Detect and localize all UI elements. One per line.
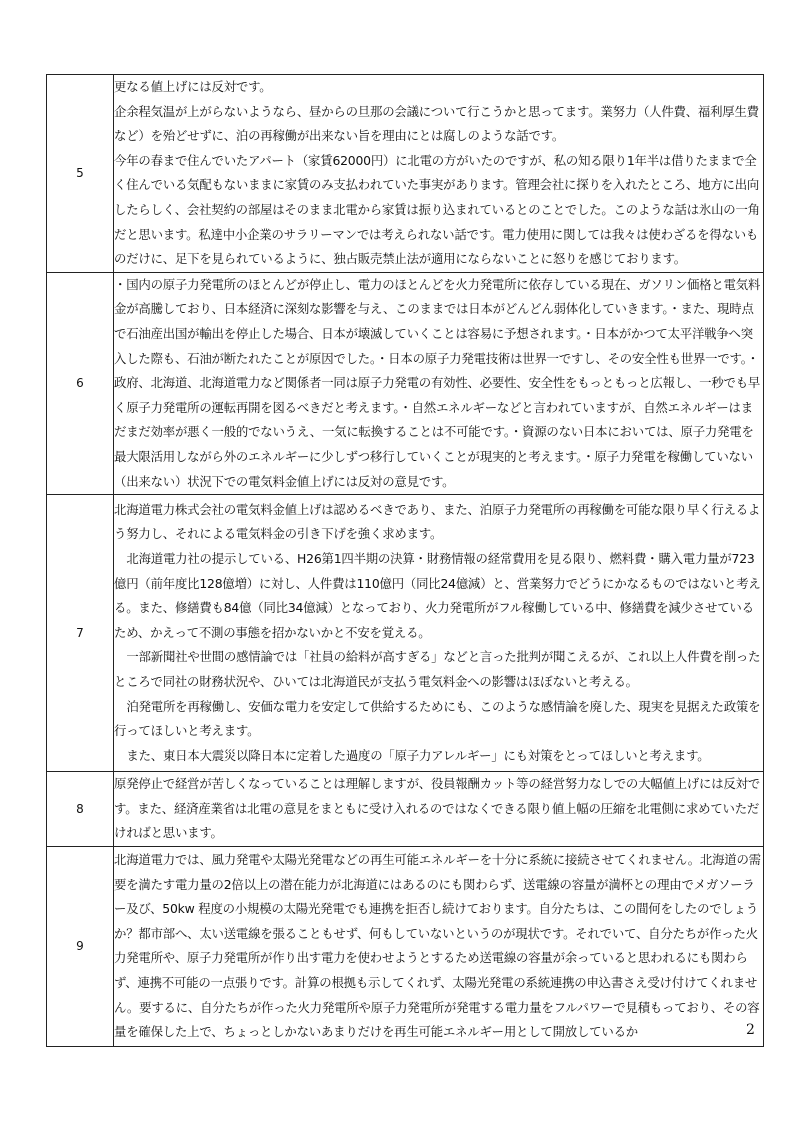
opinion-text — [114, 846, 764, 1046]
table-row — [47, 75, 764, 273]
table-row — [47, 272, 764, 494]
paragraph: ・国内の原子力発電所のほとんどが停止し、電力のほとんどを火力発電所に依存している現在、ガソリン価格と電気料金が高騰しており、日本経済に深刻な影響を与え、このままでは日本がどんどん弱体化していきます。・また、現時点で石油産出国が輸出を停止した場合、日本が壊滅していくことは容易に予想されます。・日本がかつて太平洋戦争へ突入した際も、石油が断たれたことが原因でした。・日本の原子力発電技術は世界一ですし、その安全性も世界一です。・政府、北海道、北海道電力など関係者一同は原子力発電の有効性、必要性、安全性をもっともっと広報し、一秒でも早く原子力発電所の運転再開を図るべきだと考えます。・自然エネルギーなどと言われていますが、自然エネルギーはまだまだ効率が悪く一般的でないうえ、一気に転換することは不可能です。・資源のない日本においては、原子力発電を最大限活用しながら外のエネルギーに少しずつ移行していくことが現実的と考えます。・原子力発電を稼働していない（出来ない）状況下での電気料金値上げには反対の意見です。 — [114, 276, 761, 489]
page-number: 2 — [746, 1022, 755, 1038]
paragraph: 一部新聞社や世間の感情論では「社員の給料が高すぎる」などと言った批判が聞こえるが、これ以上人件費を削ったところで同社の財務状況や、ひいては北海道民が支払う電気料金への影響はほぼないと考える。 — [114, 649, 761, 689]
opinion-text — [114, 772, 764, 847]
paragraph: 更なる値上げには反対です。 — [114, 79, 272, 94]
opinion-text — [114, 495, 764, 772]
paragraph: 今年の春まで住んでいたアパート（家賃62000円）に北電の方がいたのですが、私の知る限り1年半は借りたままで全く住んでいる気配もないままに家賃のみ支払われていた事実があります。管理会社に探りを入れたところ、地方に出向したらしく、会社契約の部屋はそのまま北電から家賃は振り込まれているとのことでした。このような話は氷山の一角だと思います。私達中小企業のサラリーマンでは考えられない話です。電力使用に関しては我々は使わざるを得ないものだけに、足下を見られているように、独占販売禁止法が適用にならないことに怒りを感じております。 — [114, 152, 760, 267]
row-number: 9 — [47, 846, 114, 1046]
paragraph: 原発停止で経営が苦しくなっていることは理解しますが、役員報酬カット等の経営努力なしでの大幅値上げには反対です。また、経済産業省は北電の意見をまともに受け入れるのではなくできる限り値上幅の圧縮を北電側に求めていただければと思います。 — [114, 776, 760, 841]
opinions-table — [46, 74, 764, 1047]
table-row — [47, 495, 764, 772]
paragraph: 北海道電力株式会社の電気料金値上げは認めるべきであり、また、泊原子力発電所の再稼働を可能な限り早く行えるよう努力し、それによる電気料金の引き下げを強く求めます。 — [114, 501, 761, 542]
row-number: 6 — [47, 272, 114, 494]
row-number: 5 — [47, 75, 114, 273]
opinion-text — [114, 75, 764, 273]
row-number: 8 — [47, 772, 114, 847]
paragraph: 企余程気温が上がらないようなら、昼からの旦那の会議について行こうかと思ってます。業努力（人件費、福利厚生費など）を殆どせずに、泊の再稼働が出来ない旨を理由にとは腐しのような話です。 — [114, 103, 759, 144]
paragraph: 北海道電力社の提示している、H26第1四半期の決算・財務情報の経常費用を見る限り、燃料費・購入電力量が723億円（前年度比128億増）に対し、人件費は110億円（同比24億減）と、営業努力でどうにかなるものではないと考える。また、修繕費も84億（同比34億減）となっており、火力発電所がフル稼働している中、修繕費を減少させているため、かえって不測の事態を招かないかと不安を覚える。 — [114, 551, 761, 640]
opinion-text — [114, 272, 764, 494]
paragraph: 北海道電力では、風力発電や太陽光発電などの再生可能エネルギーを十分に系統に接続させてくれません。北海道の需要を満たす電力量の2倍以上の潜在能力が北海道にはあるのにも関わらず、送電線の容量が満杯との理由でメガソーラー及び、50kw 程度の小規模の太陽光発電でも連携を拒否し続けております。自分たちは、この間何をしたのでしょうか？都市部へ、太い送電線を張ることもせず、何もしていないというのが現状です。それでいて、自分たちが作った火力発電所や、原子力発電所が作り出す電力を使わせようとするため送電線の容量が余っていると思われるにも関わらず、連携不可能の一点張りです。計算の根拠も示してくれず、太陽光発電の系統連携の申込書さえ受け付けてくれません。要するに、自分たちが作った火力発電所や原子力発電所が発電する電力量をフルパワーで見積もっており、その容量を確保した上で、ちょっとしかないあまりだけを再生可能エネルギー用として開放しているか — [114, 852, 761, 1040]
row-number: 7 — [47, 495, 114, 772]
paragraph: 泊発電所を再稼働し、安価な電力を安定して供給するためにも、このような感情論を廃した、現実を見据えた政策を行ってほしいと考えます。 — [114, 698, 761, 739]
paragraph: また、東日本大震災以降日本に定着した過度の「原子力アレルギー」にも対策をとってほしいと考えます。 — [126, 747, 710, 763]
table-row — [47, 772, 764, 847]
table-row — [47, 846, 764, 1046]
